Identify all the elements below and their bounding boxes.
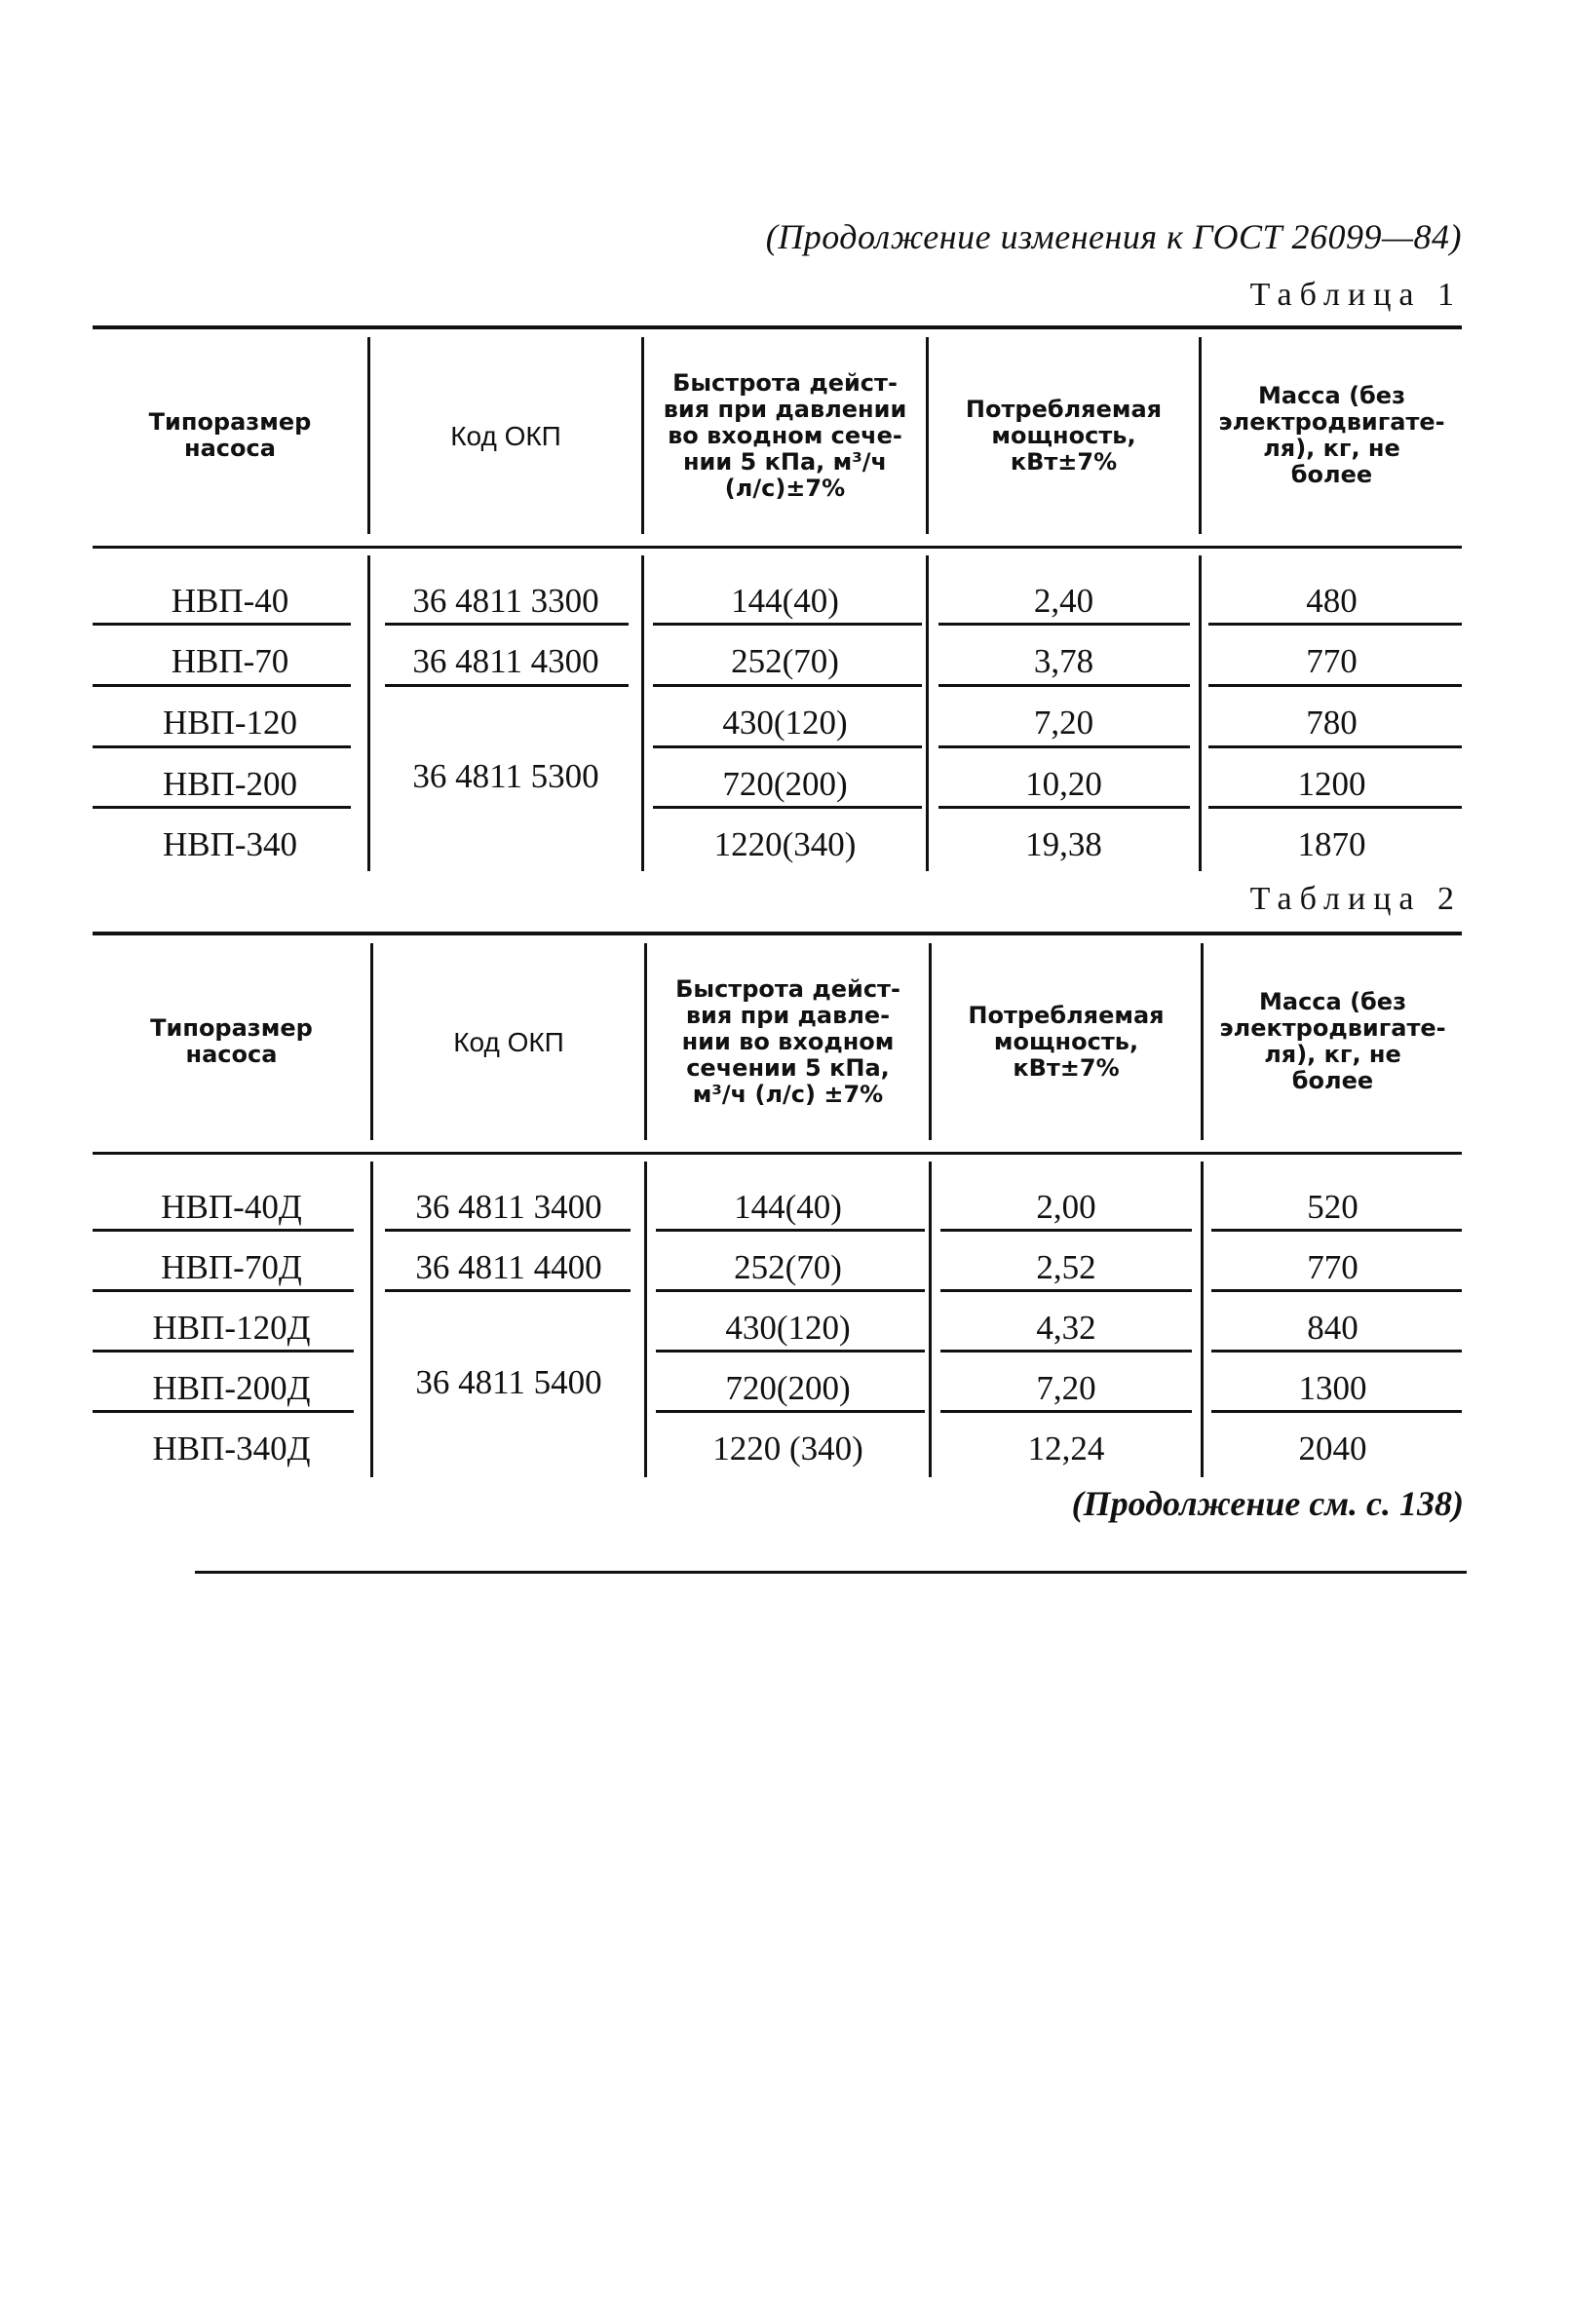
table-cell-power: 7,20: [1036, 1369, 1096, 1407]
row-underline: [653, 684, 922, 687]
table-cell-code: 36 4811 4300: [412, 642, 599, 680]
table-cell-power: 2,52: [1036, 1248, 1096, 1286]
row-underline: [940, 1410, 1192, 1413]
table-cell-size: НВП-340Д: [152, 1429, 311, 1467]
table-cell-mass: 780: [1306, 704, 1358, 742]
column-header-size: Типоразмер насоса: [148, 408, 312, 462]
row-underline: [385, 1229, 631, 1232]
table-cell-code: 36 4811 5300: [412, 757, 599, 795]
table-cell-power: 4,32: [1036, 1309, 1096, 1347]
table-rule: [93, 1152, 1462, 1155]
row-underline: [940, 1229, 1192, 1232]
row-underline: [93, 1289, 354, 1292]
table-cell-mass: 2040: [1298, 1429, 1367, 1467]
table-cell-power: 7,20: [1033, 704, 1094, 742]
column-header-power: Потребляемая мощность, кВт±7%: [965, 395, 1163, 476]
table-cell-size: НВП-120: [162, 704, 298, 742]
continuation-note: (Продолжение см. с. 138): [1071, 1484, 1464, 1523]
table-2-label: Таблица 2: [1249, 881, 1462, 917]
column-header-code: Код ОКП: [453, 1026, 564, 1057]
column-header-size: Типоразмер насоса: [150, 1014, 313, 1068]
table-1: [93, 325, 1462, 871]
table-cell-mass: 520: [1307, 1188, 1359, 1226]
table-cell-mass: 840: [1307, 1309, 1359, 1347]
table-rule: [93, 546, 1462, 549]
table-cell-speed: 144(40): [734, 1188, 842, 1226]
table-rule: [93, 932, 1462, 935]
table-cell-size: НВП-70: [171, 642, 289, 680]
table-cell-power: 2,40: [1033, 582, 1094, 620]
column-header-power: Потребляемая мощность, кВт±7%: [968, 1001, 1165, 1082]
table-cell-code: 36 4811 3400: [415, 1188, 602, 1226]
table-cell-speed: 430(120): [725, 1309, 851, 1347]
row-underline: [656, 1289, 925, 1292]
row-underline: [653, 623, 922, 626]
table-cell-speed: 252(70): [731, 642, 839, 680]
row-underline: [938, 806, 1190, 809]
column-header-speed: Быстрота дейст- вия при давлении во входном сече- нии 5 кПа, м³/ч (л/с)±7%: [663, 368, 907, 502]
row-underline: [1211, 1229, 1462, 1232]
table-cell-power: 10,20: [1025, 765, 1102, 803]
table-cell-mass: 480: [1306, 582, 1358, 620]
row-underline: [1208, 623, 1462, 626]
table-cell-size: НВП-120Д: [152, 1309, 311, 1347]
table-cell-mass: 770: [1307, 1248, 1359, 1286]
row-underline: [93, 684, 351, 687]
table-cell-code: 36 4811 3300: [412, 582, 599, 620]
row-underline: [940, 1350, 1192, 1352]
table-cell-speed: 252(70): [734, 1248, 842, 1286]
table-cell-speed: 720(200): [722, 765, 848, 803]
table-cell-mass: 1300: [1298, 1369, 1367, 1407]
row-underline: [1211, 1289, 1462, 1292]
row-underline: [1211, 1350, 1462, 1352]
row-underline: [653, 806, 922, 809]
table-cell-size: НВП-40Д: [161, 1188, 302, 1226]
document-header: (Продолжение изменения к ГОСТ 26099—84): [765, 217, 1462, 256]
table-cell-speed: 144(40): [731, 582, 839, 620]
row-underline: [656, 1350, 925, 1352]
table-cell-mass: 1870: [1297, 825, 1366, 863]
table-cell-power: 19,38: [1025, 825, 1102, 863]
row-underline: [93, 1350, 354, 1352]
row-underline: [938, 623, 1190, 626]
row-underline: [1208, 806, 1462, 809]
row-underline: [656, 1410, 925, 1413]
table-cell-speed: 1220(340): [713, 825, 857, 863]
table-cell-power: 3,78: [1033, 642, 1094, 680]
table-cell-power: 12,24: [1027, 1429, 1105, 1467]
row-underline: [93, 1410, 354, 1413]
row-underline: [653, 745, 922, 748]
row-underline: [938, 745, 1190, 748]
row-underline: [93, 806, 351, 809]
table-cell-code: 36 4811 4400: [415, 1248, 602, 1286]
row-underline: [940, 1289, 1192, 1292]
row-underline: [938, 684, 1190, 687]
row-underline: [385, 1289, 631, 1292]
table-cell-speed: 1220 (340): [712, 1429, 863, 1467]
row-underline: [385, 684, 629, 687]
row-underline: [93, 745, 351, 748]
row-underline: [656, 1229, 925, 1232]
row-underline: [1211, 1410, 1462, 1413]
table-cell-size: НВП-200: [162, 765, 298, 803]
table-cell-mass: 1200: [1297, 765, 1366, 803]
table-2: [93, 932, 1462, 1477]
table-cell-size: НВП-40: [171, 582, 289, 620]
row-underline: [93, 1229, 354, 1232]
table-cell-power: 2,00: [1036, 1188, 1096, 1226]
page-bottom-rule: [195, 1571, 1467, 1574]
table-cell-size: НВП-340: [162, 825, 298, 863]
table-rule: [93, 325, 1462, 329]
column-header-speed: Быстрота дейст- вия при давле- нии во входном сечении 5 кПа, м³/ч (л/с) ±7%: [675, 974, 900, 1108]
column-header-mass: Масса (без электродвигате- ля), кг, не более: [1218, 382, 1445, 488]
row-underline: [1208, 745, 1462, 748]
column-header-code: Код ОКП: [450, 420, 561, 451]
row-underline: [93, 623, 351, 626]
table-cell-speed: 720(200): [725, 1369, 851, 1407]
table-cell-size: НВП-200Д: [152, 1369, 311, 1407]
row-underline: [385, 623, 629, 626]
row-underline: [1208, 684, 1462, 687]
table-cell-speed: 430(120): [722, 704, 848, 742]
table-cell-code: 36 4811 5400: [415, 1363, 602, 1401]
table-cell-size: НВП-70Д: [161, 1248, 302, 1286]
table-1-label: Таблица 1: [1249, 277, 1462, 313]
table-cell-mass: 770: [1306, 642, 1358, 680]
column-header-mass: Масса (без электродвигате- ля), кг, не более: [1219, 988, 1446, 1094]
